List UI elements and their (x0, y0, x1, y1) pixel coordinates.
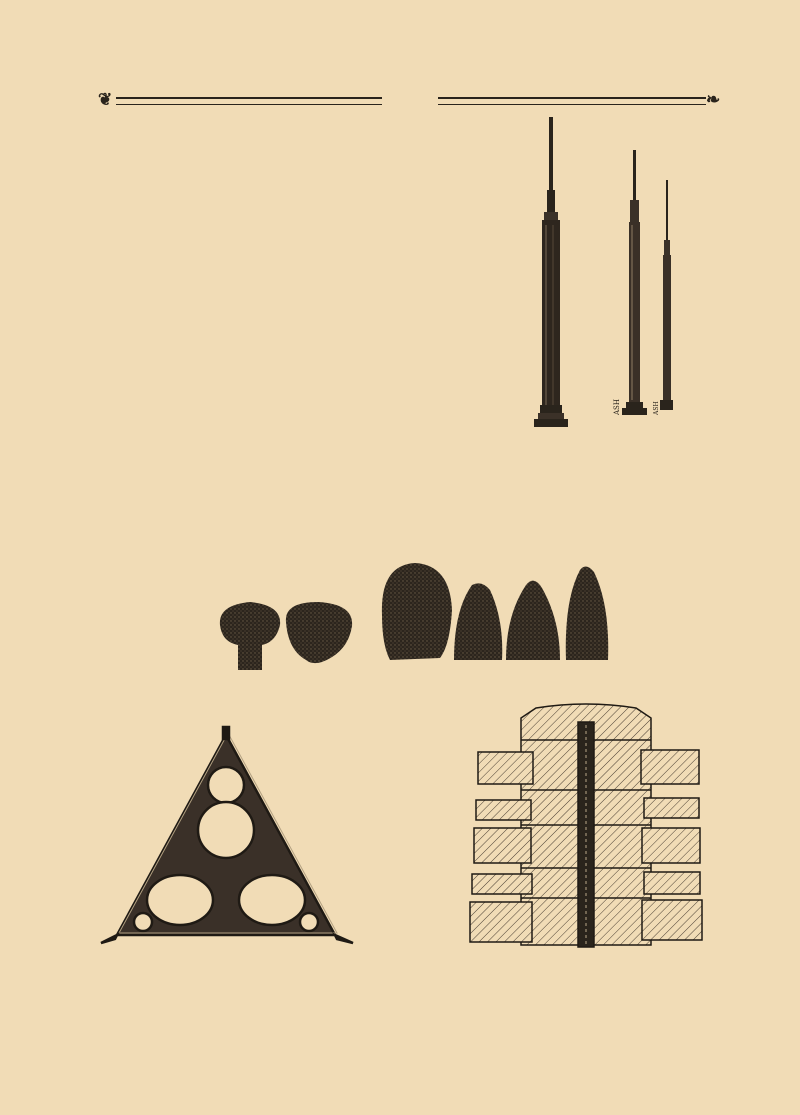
trimmer-pointed-icon (506, 581, 560, 660)
trimmers-illustration (210, 560, 620, 675)
header-rule-right (438, 97, 706, 105)
trousse-illustration (466, 700, 706, 955)
svg-text:ASH: ASH (613, 399, 621, 415)
left-ornament-icon: ❦ (98, 90, 113, 110)
trimmer-dome-icon (286, 602, 352, 663)
screwdrivers-illustration (520, 115, 700, 435)
trimmer-cone-icon (454, 583, 502, 660)
screwdriver-2785-icon (534, 117, 568, 427)
screwdriver-2786-icon (613, 150, 647, 416)
svg-text:ASH: ASH (653, 401, 660, 415)
trimmer-tall-icon (566, 566, 608, 660)
header-rule-left (116, 97, 382, 105)
trousse-icon (470, 704, 702, 947)
screwdriver-2787-icon (653, 180, 673, 416)
triplex-illustration (95, 725, 360, 955)
trimmer-wide-cone-icon (382, 563, 452, 660)
trimmer-round-icon (220, 602, 280, 670)
right-ornament-icon: ❧ (706, 90, 721, 110)
triplex-icon (101, 727, 353, 943)
